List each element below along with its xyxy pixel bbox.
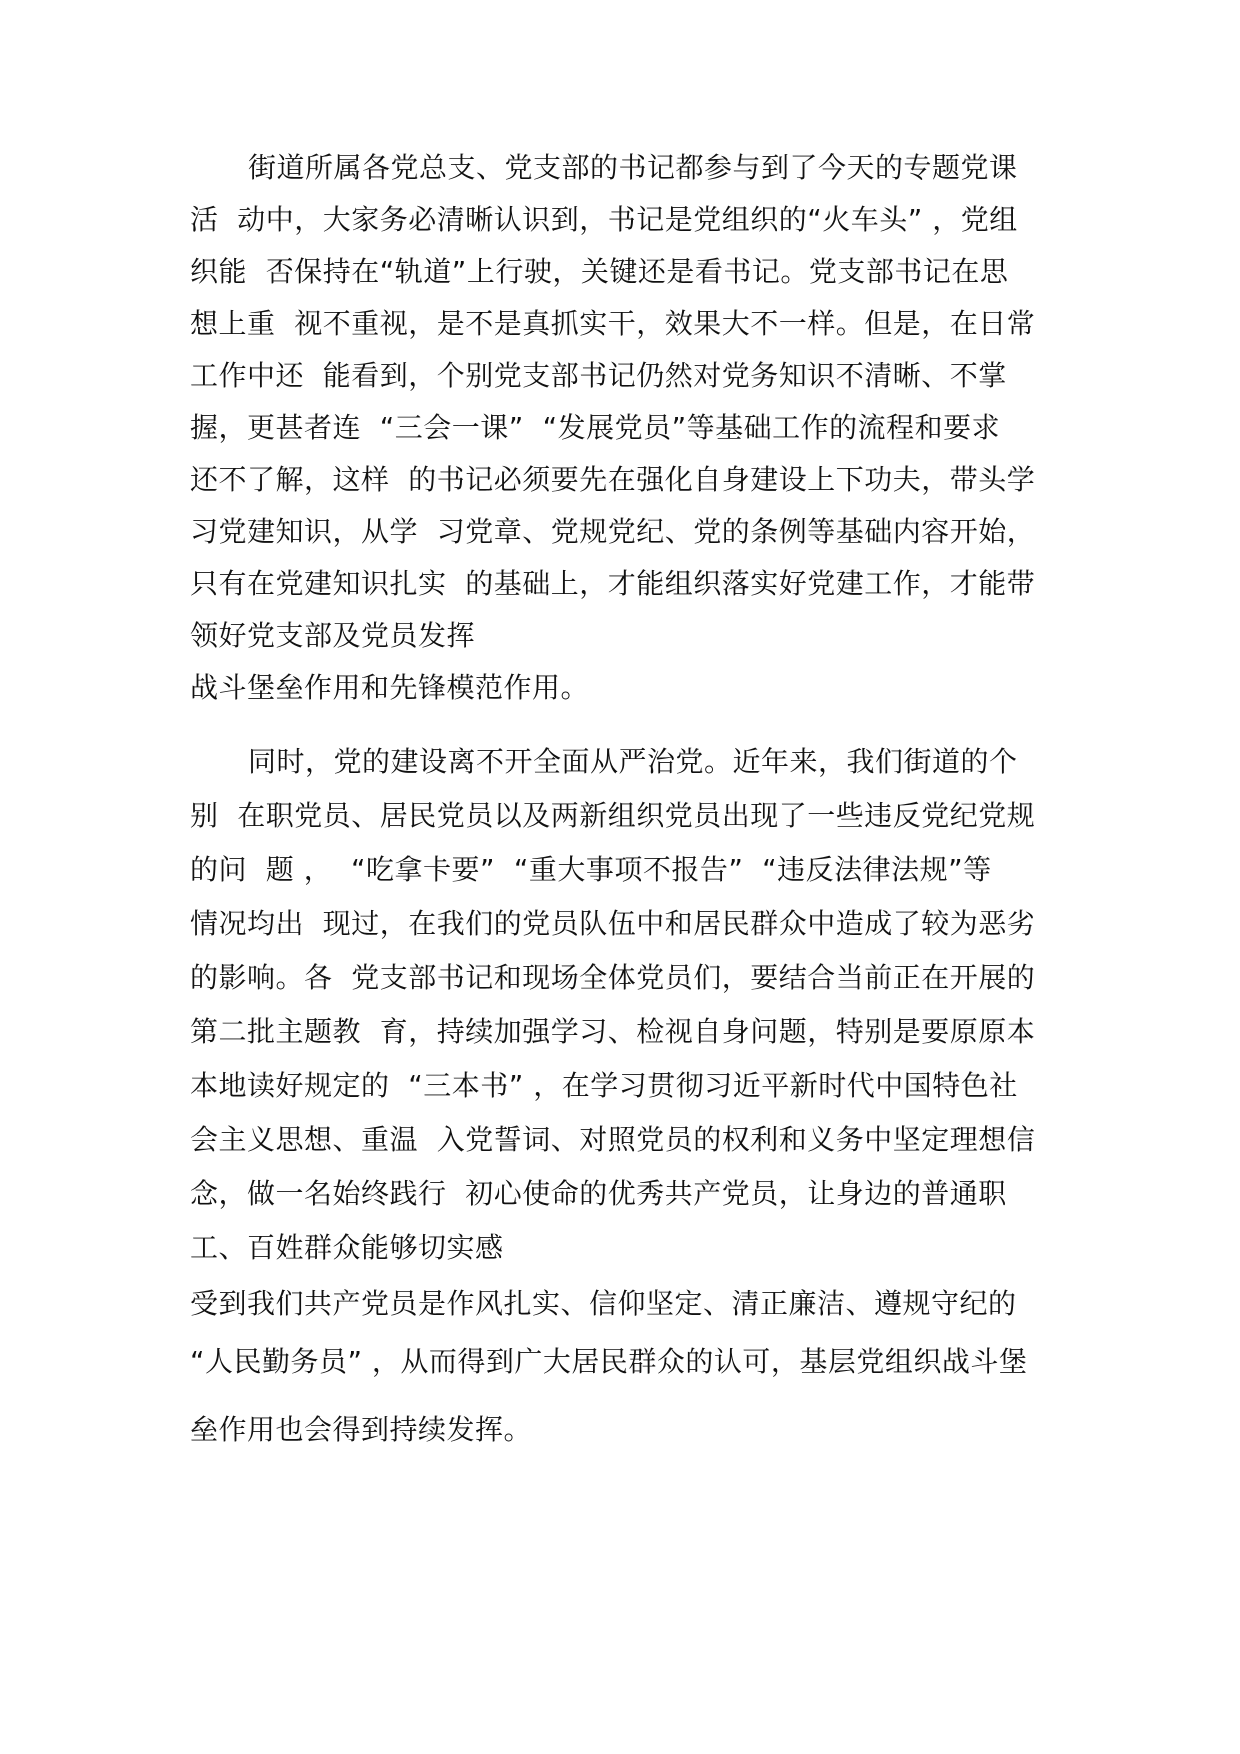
paragraph-2-line-12: “人民勤务员” ，从而得到广大居民群众的认可，基层党组织战斗堡 bbox=[190, 1345, 1028, 1378]
paragraph-2-line-1: 同时，党的建设离不开全面从严治党。近年来，我们街道的个 bbox=[248, 745, 1018, 778]
paragraph-1-line-6: 握，更甚者连 “三会一课” “发展党员”等基础工作的流程和要求 bbox=[190, 411, 1001, 444]
paragraph-1-line-1: 街道所属各党总支、党支部的书记都参与到了今天的专题党课 bbox=[248, 151, 1018, 184]
paragraph-1-line-9: 只有在党建知识扎实 的基础上，才能组织落实好党建工作，才能带 bbox=[190, 567, 1036, 600]
paragraph-1-line-7: 还不了解，这样 的书记必须要先在强化自身建设上下功夫，带头学 bbox=[190, 463, 1036, 496]
paragraph-2-line-6: 第二批主题教 育，持续加强学习、检视自身问题，特别是要原原本 bbox=[190, 1015, 1036, 1048]
paragraph-2-line-10: 工、百姓群众能够切实感 bbox=[190, 1231, 504, 1264]
paragraph-1-line-10: 领好党支部及党员发挥 bbox=[190, 619, 476, 652]
paragraph-2-line-4: 情况均出 现过，在我们的党员队伍中和居民群众中造成了较为恶劣 bbox=[190, 907, 1036, 940]
paragraph-1-line-8: 习党建知识，从学 习党章、党规党纪、党的条例等基础内容开始， bbox=[190, 515, 1036, 548]
paragraph-1-line-3: 织能 否保持在“轨道”上行驶，关键还是看书记。党支部书记在思 bbox=[190, 255, 1009, 288]
paragraph-2-line-5: 的影响。各 党支部书记和现场全体党员们，要结合当前正在开展的 bbox=[190, 961, 1036, 994]
paragraph-1-line-5: 工作中还 能看到，个别党支部书记仍然对党务知识不清晰、不掌 bbox=[190, 359, 1007, 392]
paragraph-2-line-3: 的问 题 ， “吃拿卡要” “重大事项不报告” “违反法律法规”等 bbox=[190, 853, 992, 886]
paragraph-2-line-2: 别 在职党员、居民党员以及两新组织党员出现了一些违反党纪党规 bbox=[190, 799, 1036, 832]
paragraph-2-line-13: 垒作用也会得到持续发挥。 bbox=[190, 1413, 533, 1446]
paragraph-2-line-9: 念，做一名始终践行 初心使命的优秀共产党员，让身边的普通职 bbox=[190, 1177, 1007, 1210]
paragraph-2-line-8: 会主义思想、重温 入党誓词、对照党员的权利和义务中坚定理想信 bbox=[190, 1123, 1036, 1156]
paragraph-1-line-4: 想上重 视不重视，是不是真抓实干，效果大不一样。但是，在日常 bbox=[190, 307, 1036, 340]
paragraph-1-line-11: 战斗堡垒作用和先锋模范作用。 bbox=[190, 671, 590, 704]
paragraph-1-line-2: 活 动中，大家务必清晰认识到，书记是党组织的“火车头” ，党组 bbox=[190, 203, 1018, 236]
paragraph-2-line-11: 受到我们共产党员是作风扎实、信仰坚定、清正廉洁、遵规守纪的 bbox=[190, 1287, 1017, 1320]
paragraph-2-line-7: 本地读好规定的 “三本书” ，在学习贯彻习近平新时代中国特色社 bbox=[190, 1069, 1018, 1102]
